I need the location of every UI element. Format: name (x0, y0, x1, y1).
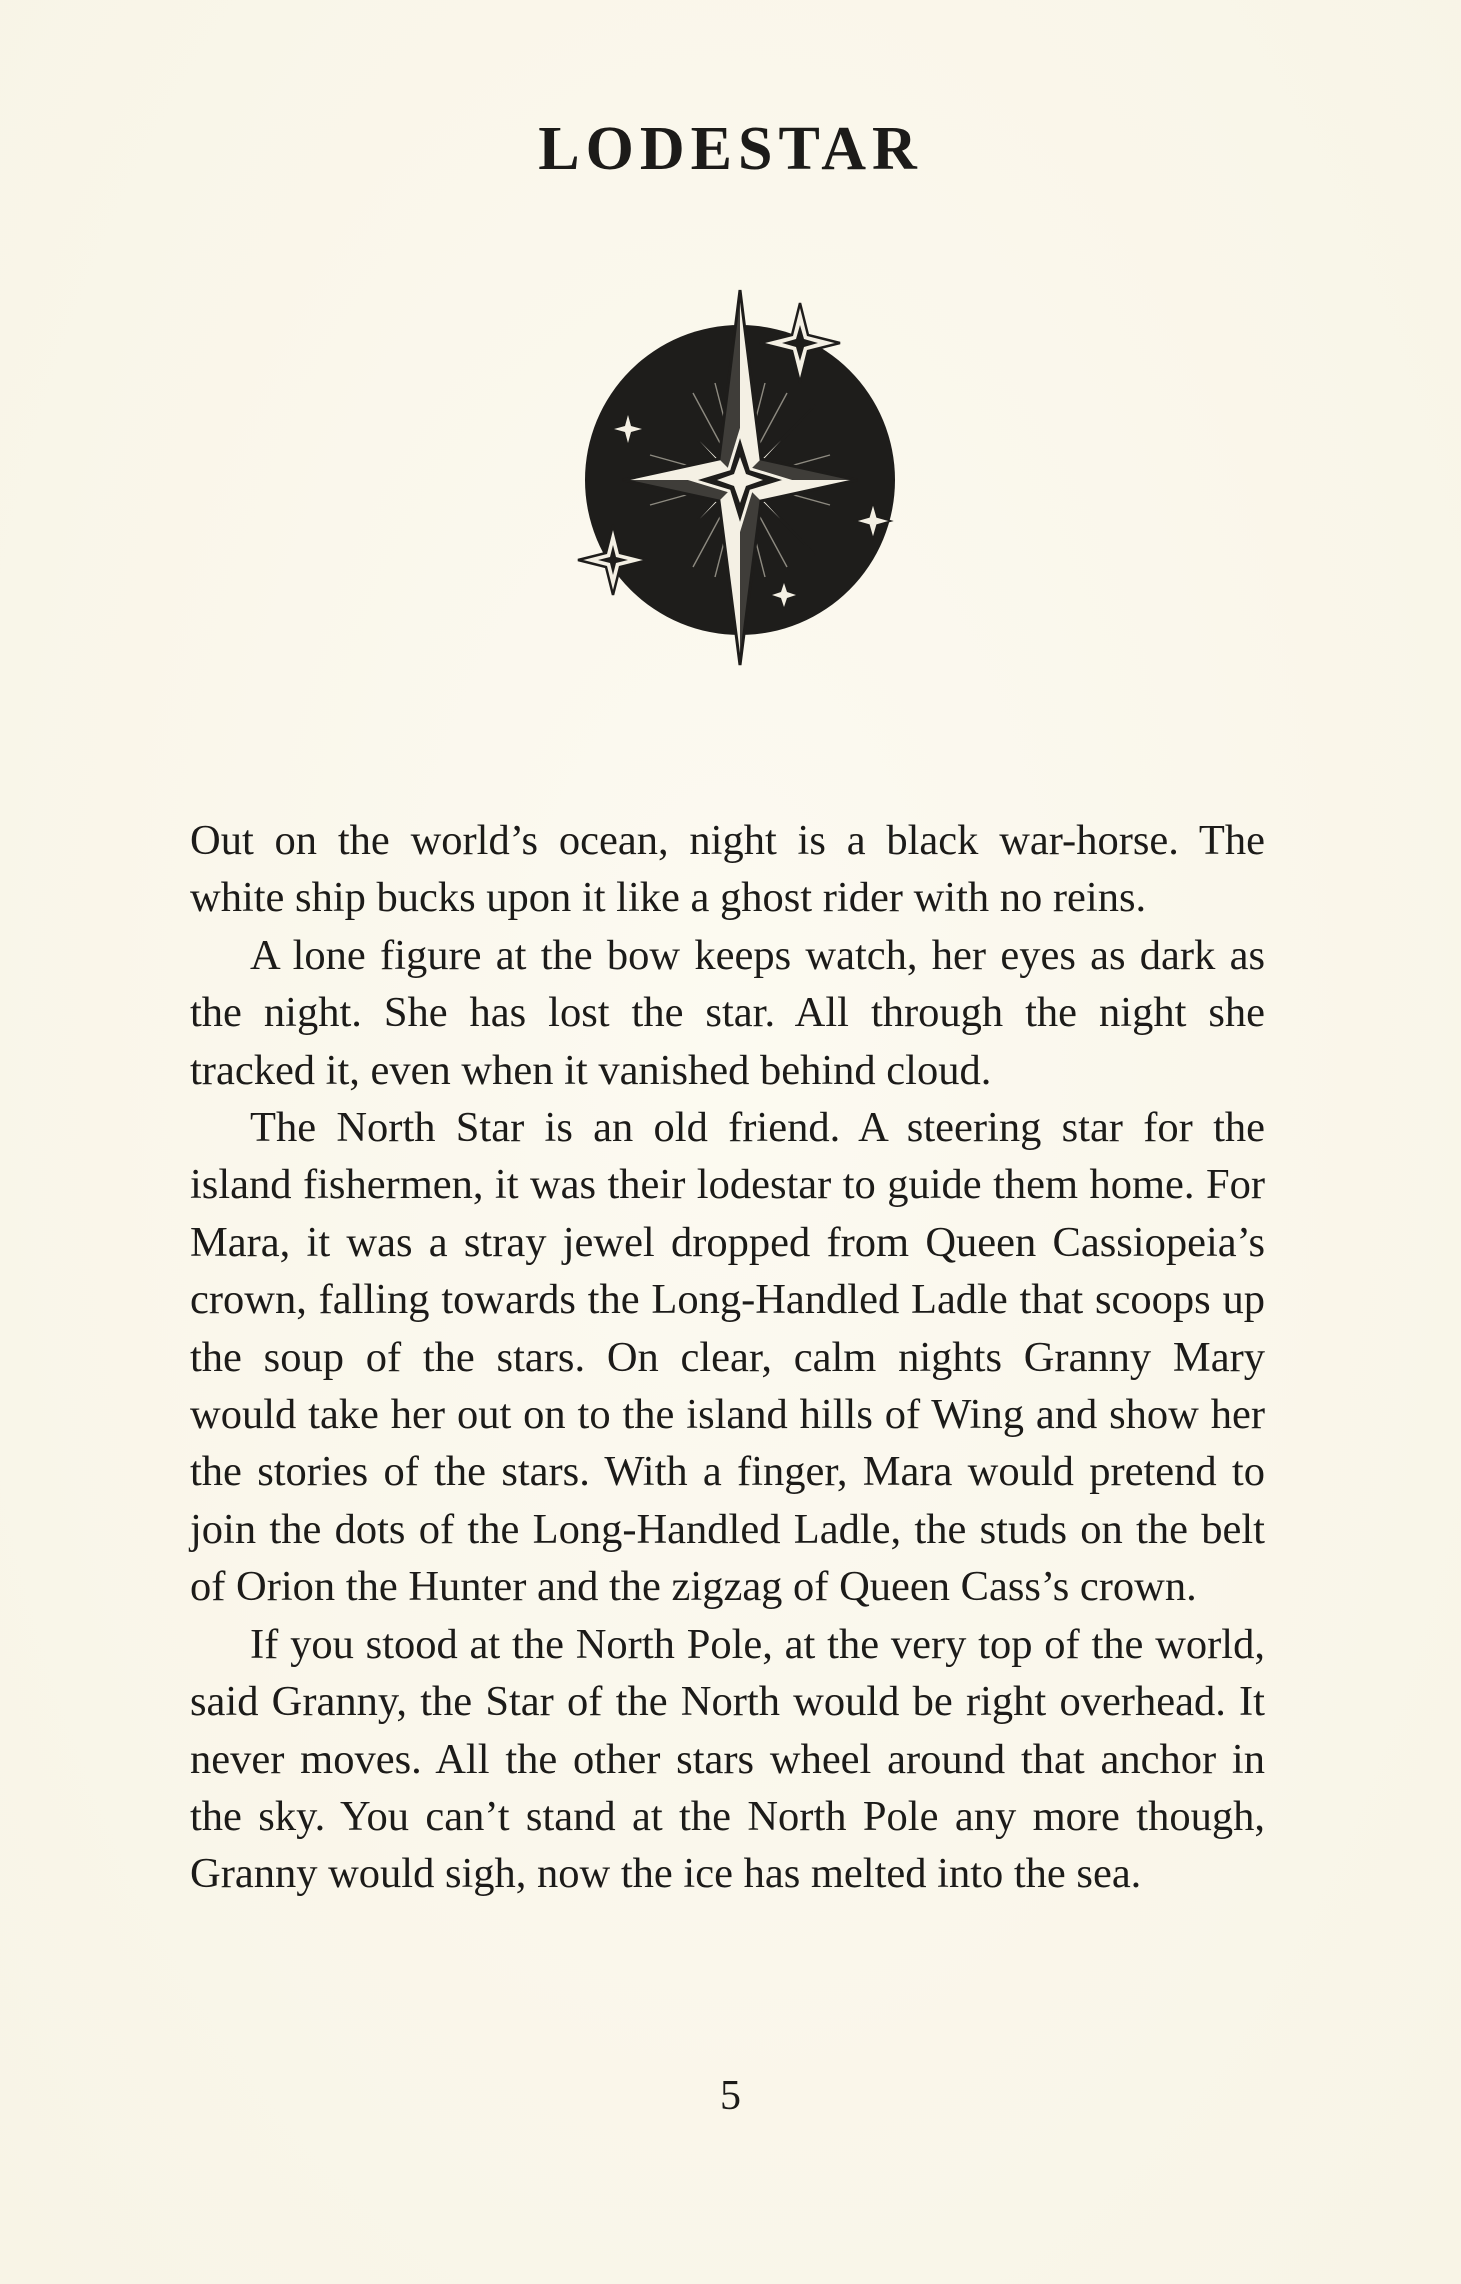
compass-star-icon (565, 285, 915, 670)
paragraph: Out on the world’s ocean, night is a black war-horse. The white ship bucks upon it like a ghost rider with no reins. (190, 817, 1265, 922)
paragraph: If you stood at the North Pole, at the very top of the world, said Granny, the Star of the North would be right overhead. It never moves. All the other stars wheel around that anchor in the sky. You can’t stand at the North Pole any more though, Granny would sigh, now the ice has melted into the sea. (190, 1620, 1265, 1898)
paragraph: A lone figure at the bow keeps watch, her eyes as dark as the night. She has lost the star. All through the night she tracked it, even when it vanished behind cloud. (190, 931, 1265, 1094)
page-number: 5 (720, 2073, 741, 2119)
chapter-title: LODESTAR (538, 115, 923, 183)
chapter-body (190, 812, 1265, 1903)
paragraph: The North Star is an old friend. A steering star for the island fishermen, it was their lodestar to guide them home. For Mara, it was a stray jewel dropped from Queen Cassiopeia’s crown, falling towards the Long-Handled Ladle that scoops up the soup of the stars. On clear, calm nights Granny Mary would take her out on to the island hills of Wing and show her the stories of the stars. With a finger, Mara would pretend to join the dots of the Long-Handled Ladle, the studs on the belt of Orion the Hunter and the zigzag of Queen Cass’s crown. (190, 1104, 1265, 1611)
